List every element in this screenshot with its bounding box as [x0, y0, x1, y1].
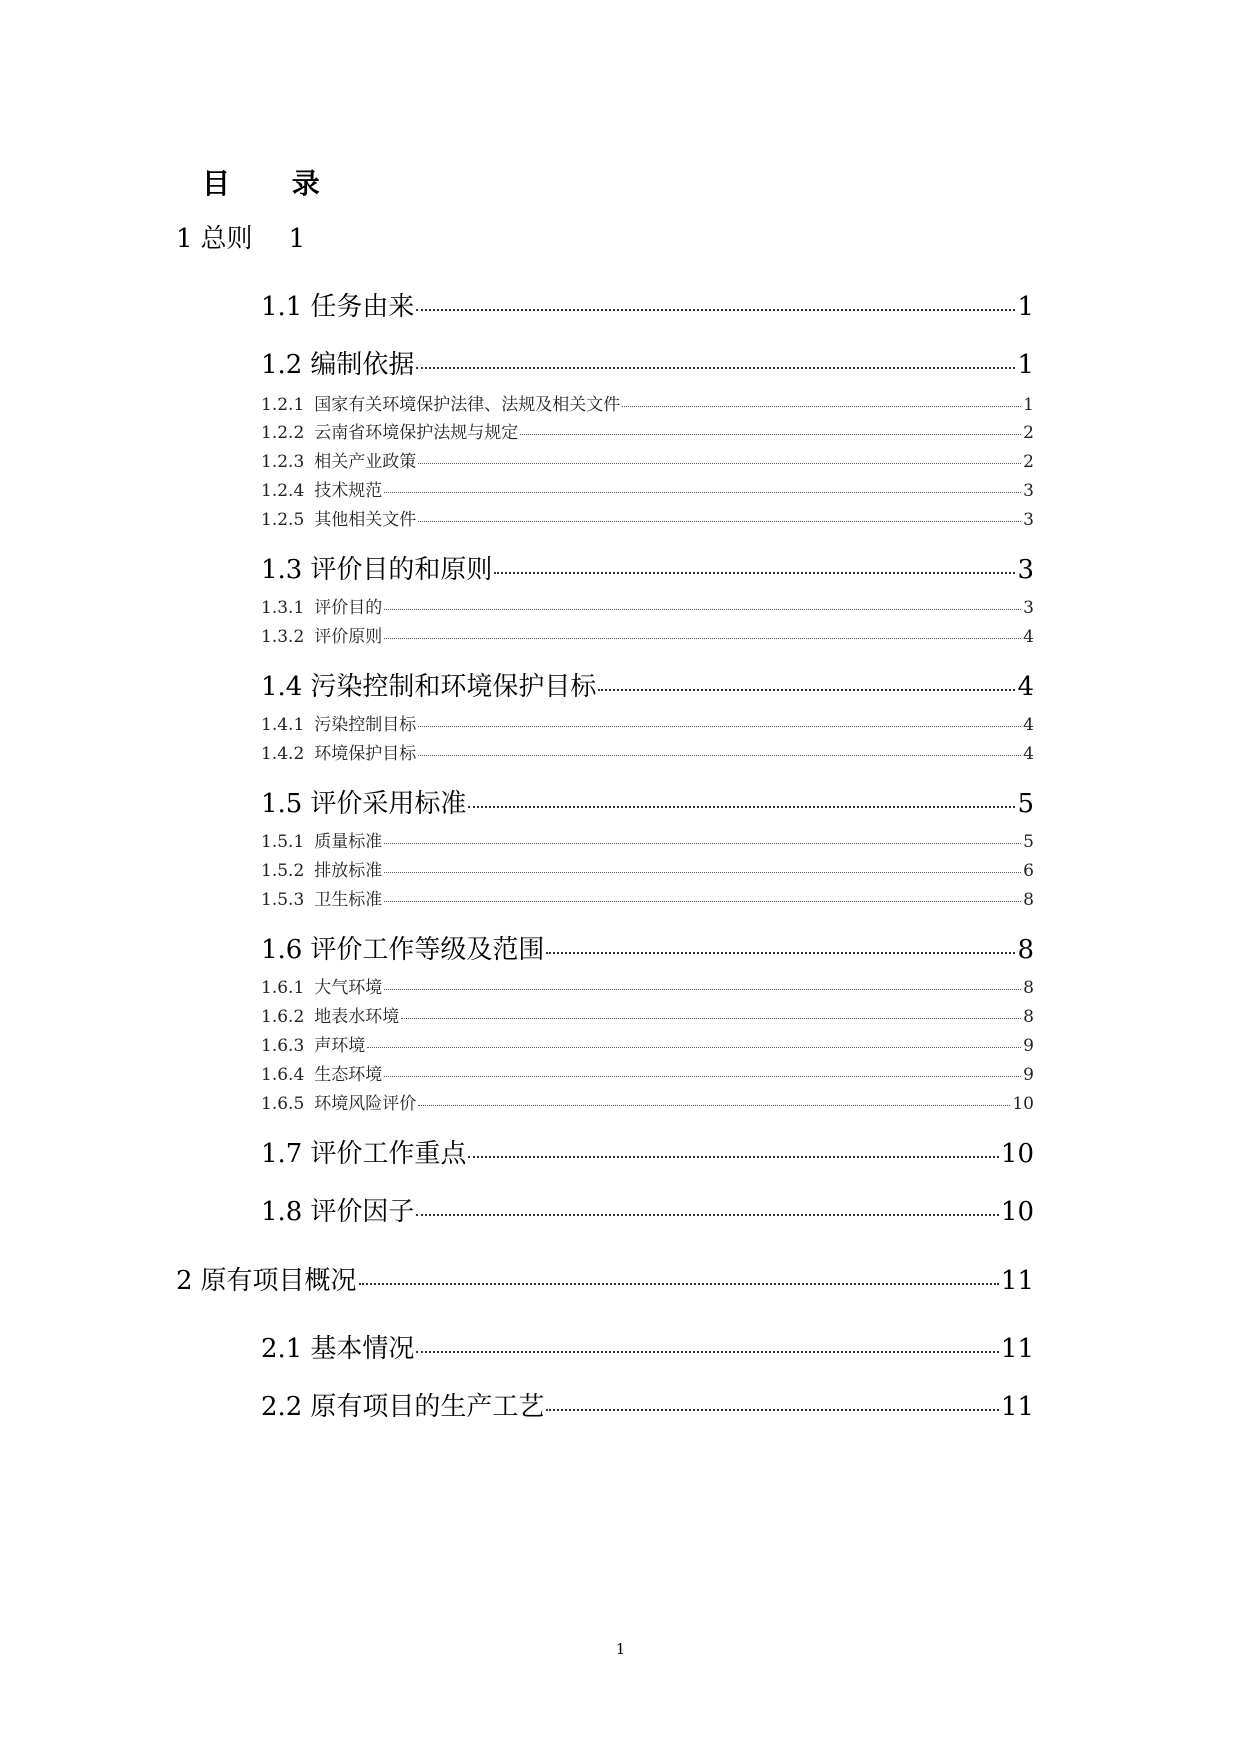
toc-entry[interactable] — [261, 783, 1034, 820]
toc-leader-dots — [416, 367, 1015, 369]
toc-entry-page: 9 — [1023, 1036, 1034, 1056]
toc-entry-number: 1.8 — [261, 1197, 303, 1227]
toc-entry-page: 3 — [1023, 510, 1034, 530]
toc-entry-number: 2.1 — [261, 1334, 303, 1364]
toc-entry-title: 污染控制和环境保护目标 — [310, 672, 597, 702]
toc-leader-dots — [418, 726, 1021, 727]
toc-leader-dots — [418, 521, 1021, 522]
toc-entry-number: 1.5.3 — [261, 890, 305, 910]
toc-entry-page: 10 — [1012, 1094, 1034, 1114]
toc-entry-page: 11 — [1000, 1266, 1034, 1296]
toc-entry-number: 1.5.1 — [261, 832, 305, 852]
toc-entry-page: 10 — [1000, 1197, 1034, 1227]
toc-entry[interactable] — [261, 666, 1034, 703]
toc-leader-dots — [622, 406, 1021, 407]
toc-entry-title: 排放标准 — [314, 861, 383, 881]
toc-entry-title: 声环境 — [314, 1036, 366, 1056]
toc-entry-title: 总则 — [200, 224, 253, 254]
toc-entry-title: 任务由来 — [310, 292, 415, 322]
toc-entry[interactable] — [261, 1002, 1034, 1027]
toc-entry-number: 1.6.3 — [261, 1036, 305, 1056]
toc-entry-title: 评价工作重点 — [310, 1139, 467, 1169]
toc-entry-number: 1.2.2 — [261, 423, 305, 443]
toc-entry-page: 8 — [1023, 1007, 1034, 1027]
toc-entry-page: 8 — [1023, 890, 1034, 910]
toc-entry-page: 1 — [1017, 350, 1034, 380]
toc-entry-title: 其他相关文件 — [314, 510, 417, 530]
toc-entry-number: 1.2.1 — [261, 395, 305, 415]
toc-entry[interactable] — [261, 447, 1034, 472]
toc-entry-number: 1.6.5 — [261, 1094, 305, 1114]
toc-entry-number: 1.6.2 — [261, 1007, 305, 1027]
toc-leader-dots — [418, 755, 1021, 756]
toc-entry-page: 4 — [1023, 627, 1034, 647]
toc-entry[interactable] — [176, 1260, 1034, 1297]
toc-entry-page: 5 — [1017, 789, 1034, 819]
toc-entry[interactable] — [261, 1089, 1034, 1114]
toc-leader-dots — [384, 872, 1021, 873]
toc-entry-title: 环境风险评价 — [314, 1094, 417, 1114]
toc-leader-dots — [384, 1076, 1021, 1077]
toc-entry-title: 评价工作等级及范围 — [310, 935, 545, 965]
toc-entry[interactable] — [261, 418, 1034, 443]
toc-entry-page: 3 — [1023, 598, 1034, 618]
toc-entry-number: 1.2.4 — [261, 481, 305, 501]
toc-leader-dots — [416, 1351, 999, 1353]
toc-entry-page: 10 — [1000, 1139, 1034, 1169]
toc-entry-page: 2 — [1023, 452, 1034, 472]
toc-entry-title: 编制依据 — [310, 350, 415, 380]
toc-entry[interactable] — [261, 929, 1034, 966]
toc-leader-dots — [598, 689, 1015, 691]
toc-entry[interactable] — [261, 505, 1034, 530]
toc-entry-page: 6 — [1023, 861, 1034, 881]
toc-entry-title: 污染控制目标 — [314, 715, 417, 735]
toc-entry-number: 1.2 — [261, 350, 303, 380]
toc-entry-title: 质量标准 — [314, 832, 383, 852]
toc-entry-page: 1 — [1017, 292, 1034, 322]
toc-entry[interactable] — [261, 390, 1034, 415]
toc-entry-title: 原有项目的生产工艺 — [310, 1392, 545, 1422]
toc-entry-number: 1.4.2 — [261, 744, 305, 764]
toc-entry-title: 国家有关环境保护法律、法规及相关文件 — [314, 395, 621, 415]
toc-entry-number: 1.2.5 — [261, 510, 305, 530]
toc-entry-number: 1.3 — [261, 555, 303, 585]
toc-entry-number: 2 — [176, 1266, 193, 1296]
toc-entry[interactable] — [261, 622, 1034, 647]
toc-leader-dots — [401, 1018, 1021, 1019]
toc-entry-title: 评价因子 — [310, 1197, 415, 1227]
toc-entry-title: 评价目的和原则 — [310, 555, 493, 585]
toc-entry-title: 评价采用标准 — [310, 789, 467, 819]
toc-entry-number: 1.4 — [261, 672, 303, 702]
toc-entry-number: 1.5 — [261, 789, 303, 819]
toc-leader-dots — [418, 463, 1021, 464]
toc-entry-page: 2 — [1023, 423, 1034, 443]
toc-leader-dots — [384, 638, 1021, 639]
toc-leader-dots — [546, 952, 1015, 954]
toc-leader-dots — [367, 1047, 1021, 1048]
toc-entry-title: 云南省环境保护法规与规定 — [314, 423, 519, 443]
toc-leader-dots — [468, 806, 1015, 808]
toc-entry-number: 1.6.4 — [261, 1065, 305, 1085]
toc-entry-number: 1.5.2 — [261, 861, 305, 881]
toc-entry-number: 1.3.2 — [261, 627, 305, 647]
toc-entry[interactable] — [261, 593, 1034, 618]
toc-entry-page: 4 — [1023, 744, 1034, 764]
toc-leader-dots — [384, 843, 1021, 844]
toc-entry-page: 11 — [1000, 1392, 1034, 1422]
toc-entry[interactable] — [261, 344, 1034, 381]
toc-entry-title: 原有项目概况 — [200, 1266, 357, 1296]
toc-entry-title: 大气环境 — [314, 978, 383, 998]
toc-leader-dots — [384, 609, 1021, 610]
toc-entry-number: 2.2 — [261, 1392, 303, 1422]
toc-leader-dots — [520, 434, 1021, 435]
toc-entry-title: 评价目的 — [314, 598, 383, 618]
toc-leader-dots — [359, 1283, 999, 1285]
toc-entry-title: 基本情况 — [310, 1334, 415, 1364]
toc-entry-number: 1.2.3 — [261, 452, 305, 472]
toc-entry-page: 4 — [1023, 715, 1034, 735]
toc-entry-page: 1 — [1023, 395, 1034, 415]
toc-entry-page: 8 — [1023, 978, 1034, 998]
toc-entry-title: 卫生标准 — [314, 890, 383, 910]
toc-entry[interactable] — [261, 856, 1034, 881]
toc-entry-number: 1.1 — [261, 292, 303, 322]
toc-leader-dots — [416, 1214, 999, 1216]
toc-entry-page: 8 — [1017, 935, 1034, 965]
toc-entry-page: 3 — [1017, 555, 1034, 585]
toc-entry-title: 相关产业政策 — [314, 452, 417, 472]
toc-leader-dots — [416, 309, 1015, 311]
toc-entry[interactable] — [261, 1328, 1034, 1365]
toc-entry[interactable] — [261, 549, 1034, 586]
toc-entry[interactable] — [261, 1191, 1034, 1228]
toc-leader-dots — [494, 572, 1015, 574]
toc-entry[interactable] — [261, 973, 1034, 998]
toc-entry[interactable] — [261, 1060, 1034, 1085]
toc-entry[interactable] — [261, 1133, 1034, 1170]
toc-entry[interactable] — [261, 286, 1034, 323]
toc-leader-dots — [384, 989, 1021, 990]
toc-entry-number: 1.6.1 — [261, 978, 305, 998]
toc-entry[interactable] — [176, 218, 305, 255]
toc-entry-number: 1.3.1 — [261, 598, 305, 618]
toc-entry[interactable] — [261, 1031, 1034, 1056]
toc-entry[interactable] — [261, 1386, 1034, 1423]
toc-entry-number: 1.4.1 — [261, 715, 305, 735]
toc-entry[interactable] — [261, 885, 1034, 910]
toc-entry[interactable] — [261, 710, 1034, 735]
toc-entry-page: 9 — [1023, 1065, 1034, 1085]
toc-entry-number: 1.7 — [261, 1139, 303, 1169]
toc-entry-number: 1.6 — [261, 935, 303, 965]
page-number: 1 — [615, 1640, 626, 1658]
toc-leader-dots — [384, 901, 1021, 902]
toc-entry-title: 技术规范 — [314, 481, 383, 501]
toc-leader-dots — [418, 1105, 1010, 1106]
toc-entry-page: 1 — [288, 224, 306, 254]
toc-leader-dots — [468, 1156, 999, 1158]
toc-entry[interactable] — [261, 476, 1034, 501]
toc-entry-page: 5 — [1023, 832, 1034, 852]
toc-leader-dots — [384, 492, 1021, 493]
toc-entry-number: 1 — [176, 224, 193, 254]
toc-entry-page: 4 — [1017, 672, 1034, 702]
toc-leader-dots — [546, 1409, 999, 1411]
toc-entry-title: 环境保护目标 — [314, 744, 417, 764]
toc-entry[interactable] — [261, 739, 1034, 764]
toc-entry-page: 11 — [1000, 1334, 1034, 1364]
toc-title: 目 录 — [202, 167, 346, 200]
toc-entry-title: 生态环境 — [314, 1065, 383, 1085]
toc-entry[interactable] — [261, 827, 1034, 852]
toc-entry-title: 地表水环境 — [314, 1007, 400, 1027]
toc-entry-page: 3 — [1023, 481, 1034, 501]
toc-entry-title: 评价原则 — [314, 627, 383, 647]
